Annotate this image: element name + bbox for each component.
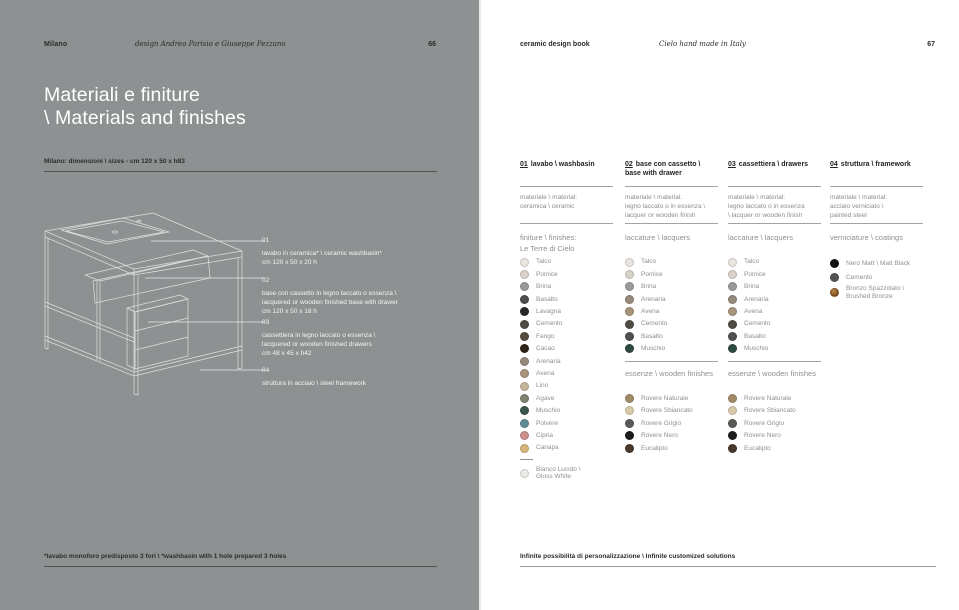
swatch-row xyxy=(728,330,821,342)
left-page-number: 66 xyxy=(428,41,436,48)
annotation-line: lacquered or wooden finished base with drawer xyxy=(262,299,398,306)
color-swatch xyxy=(520,406,529,415)
swatch-row xyxy=(625,281,718,293)
annotation-line: lacquered or wooden finished drawers xyxy=(262,341,372,348)
column-number: 02 xyxy=(625,161,633,168)
swatch-row xyxy=(625,256,718,268)
annotation-line: struttura in acciaio \ steel framework xyxy=(262,380,367,387)
color-swatch xyxy=(520,282,529,291)
material-line: legno laccato o in essenza \ xyxy=(625,203,706,210)
material-info xyxy=(520,187,613,224)
swatch-row xyxy=(520,330,613,342)
finish-column-04 xyxy=(830,160,923,300)
color-swatch xyxy=(520,258,529,267)
drawer-front xyxy=(93,256,210,303)
book-title: ceramic design book xyxy=(520,41,590,48)
material-line: \ lacquer or wooden finish xyxy=(728,212,803,219)
swatch-label: Bianco Lucido \ Gloss White xyxy=(536,465,581,481)
washbasin-technical-drawing xyxy=(35,198,265,413)
swatch-label: Rovere Grigio xyxy=(641,419,682,427)
swatch-label: Pomice xyxy=(744,270,766,278)
left-page xyxy=(0,0,479,610)
swatch-row xyxy=(728,442,821,455)
column-number: 01 xyxy=(520,161,528,168)
swatch-label: Muschio xyxy=(536,407,561,415)
swatch-row xyxy=(625,442,718,455)
swatch-label: Brina xyxy=(536,283,552,291)
color-swatch xyxy=(728,295,737,304)
dimensions-line: Milano: dimensioni \ sizes - cm 120 x 50 x h83 xyxy=(44,158,437,172)
color-swatch xyxy=(520,357,529,366)
color-swatch xyxy=(728,394,737,403)
finish-type-line: laccature \ lacquers xyxy=(728,233,794,242)
basin-inner xyxy=(66,221,164,242)
color-swatch xyxy=(625,406,634,415)
swatch-row xyxy=(728,417,821,430)
color-swatch xyxy=(830,273,839,282)
swatch-row xyxy=(625,293,718,305)
swatch-label: Rovere Grigio xyxy=(744,419,785,427)
color-swatch xyxy=(625,258,634,267)
swatch-label: Muschio xyxy=(744,345,769,353)
column-title: base con cassetto \ base with drawer xyxy=(625,161,701,177)
annotation-line: cm 120 x 50 x 18 h xyxy=(262,308,317,315)
swatch-label: Cemento xyxy=(536,320,563,328)
color-swatch xyxy=(728,270,737,279)
drawer-unit-front xyxy=(135,299,188,369)
color-swatch xyxy=(728,406,737,415)
brand-tagline: Cielo hand made in Italy xyxy=(659,40,746,48)
swatch-label: Rovere Sbiancato xyxy=(744,407,796,415)
swatch-list xyxy=(520,256,613,454)
finish-column-03 xyxy=(728,160,821,455)
swatch-label: Avena xyxy=(641,308,660,315)
drawing-annotation-03 xyxy=(262,318,442,358)
color-swatch xyxy=(520,344,529,353)
color-swatch xyxy=(625,431,634,440)
column-title: struttura \ framework xyxy=(840,161,911,168)
swatch-label: Rovere Nero xyxy=(641,432,678,440)
swatch-label: Agave xyxy=(536,394,555,402)
swatch-row xyxy=(728,318,821,330)
finish-column-02 xyxy=(625,160,718,455)
swatch-label: Cemento xyxy=(846,274,873,281)
swatch-separator xyxy=(520,459,533,460)
swatch-row xyxy=(520,268,613,280)
swatch-row xyxy=(728,268,821,280)
finish-type-label xyxy=(830,224,923,254)
column-header xyxy=(728,160,821,187)
swatch-label: Nero Matt \ Matt Black xyxy=(846,259,911,267)
page-title-line1: Materiali e finiture xyxy=(44,84,200,106)
swatch-label: Bronzo Spazzolato \ Brushed Bronze xyxy=(846,285,905,300)
swatch-row xyxy=(520,442,613,454)
swatch-row xyxy=(520,281,613,293)
basin-drain xyxy=(112,231,117,233)
color-swatch xyxy=(728,282,737,291)
column-number: 03 xyxy=(728,161,736,168)
column-header xyxy=(830,160,923,187)
swatch-row xyxy=(625,392,718,405)
swatch-label: Arenaria xyxy=(744,295,769,303)
color-swatch xyxy=(728,307,737,316)
color-swatch xyxy=(625,344,634,353)
color-swatch xyxy=(520,469,529,478)
annotation-number: 03 xyxy=(262,319,270,326)
swatch-label: Fango xyxy=(536,332,555,340)
annotation-number: 04 xyxy=(262,367,270,374)
swatch-row xyxy=(728,306,821,318)
finish-type-line: laccature \ lacquers xyxy=(625,233,691,242)
column-number: 04 xyxy=(830,161,838,168)
color-swatch xyxy=(728,332,737,341)
countertop-thickness xyxy=(45,231,242,275)
swatch-row xyxy=(520,392,613,404)
swatch-row xyxy=(830,256,923,271)
rail-left-low xyxy=(45,336,134,376)
swatch-row xyxy=(830,271,923,286)
swatch-label: Arenaria xyxy=(641,295,666,303)
swatch-row xyxy=(728,430,821,443)
annotation-number: 01 xyxy=(262,237,270,244)
right-page xyxy=(481,0,959,610)
swatch-label: Talco xyxy=(641,258,657,266)
finish-type-label xyxy=(625,224,718,254)
swatch-label: Basalto xyxy=(536,295,558,303)
swatch-row xyxy=(625,330,718,342)
swatch-row xyxy=(625,430,718,443)
color-swatch xyxy=(728,419,737,428)
drawing-annotation-01 xyxy=(262,236,442,267)
color-swatch xyxy=(728,444,737,453)
customization-footer: Infinite possibilità di personalizzazione \ Infinite customized solutions xyxy=(520,553,936,567)
color-swatch xyxy=(625,320,634,329)
color-swatch xyxy=(520,369,529,378)
color-swatch xyxy=(625,270,634,279)
swatch-row xyxy=(520,368,613,380)
color-swatch xyxy=(728,258,737,267)
wooden-finishes-label: essenze \ wooden finishes xyxy=(728,369,816,379)
swatch-row xyxy=(728,392,821,405)
color-swatch xyxy=(625,394,634,403)
swatch-label: Muschio xyxy=(641,345,666,353)
swatch-label: Rovere Sbiancato xyxy=(641,407,693,415)
swatch-row xyxy=(520,380,613,392)
swatch-list xyxy=(728,256,821,355)
color-swatch xyxy=(625,419,634,428)
swatch-row xyxy=(728,405,821,418)
swatch-label: Rovere Nero xyxy=(744,432,781,440)
swatch-label: Cemento xyxy=(744,320,771,328)
swatch-row xyxy=(625,343,718,355)
column-header xyxy=(625,160,718,187)
finish-type-line: verniciature \ coatings xyxy=(830,233,903,242)
column-header xyxy=(520,160,613,187)
color-swatch xyxy=(830,288,839,297)
color-swatch xyxy=(520,382,529,391)
color-swatch xyxy=(728,344,737,353)
swatch-row xyxy=(625,417,718,430)
color-swatch xyxy=(625,282,634,291)
material-line: acciaio verniciato \ xyxy=(830,203,884,210)
swatch-row xyxy=(520,306,613,318)
leg-front xyxy=(134,275,138,395)
swatch-label: Talco xyxy=(744,258,760,266)
left-brand-label: Milano xyxy=(44,41,68,48)
annotation-line: base con cassetto in legno laccato o essenza \ xyxy=(262,290,397,297)
color-swatch xyxy=(520,419,529,428)
annotation-line: cm 48 x 45 x h42 xyxy=(262,350,312,357)
swatch-row xyxy=(728,256,821,268)
swatch-row xyxy=(625,306,718,318)
material-info xyxy=(728,187,821,224)
swatch-label: Canapa xyxy=(536,444,559,452)
rail-left-mid xyxy=(45,302,134,342)
wooden-swatch-list xyxy=(625,392,718,455)
color-swatch xyxy=(520,394,529,403)
wooden-swatch-list xyxy=(728,392,821,455)
swatch-row xyxy=(520,256,613,268)
color-swatch xyxy=(625,295,634,304)
swatch-label: Rovere Naturale xyxy=(744,394,792,402)
swatch-label: Talco xyxy=(536,258,552,266)
swatch-row xyxy=(728,293,821,305)
wooden-finishes-label: essenze \ wooden finishes xyxy=(625,369,713,379)
swatch-row xyxy=(520,464,613,482)
column-title: cassettiera \ drawers xyxy=(738,161,809,168)
swatch-label: Cacao xyxy=(536,345,555,353)
color-swatch xyxy=(520,320,529,329)
swatch-row xyxy=(520,417,613,429)
swatch-label: Lino xyxy=(536,382,549,390)
swatch-label: Brina xyxy=(744,283,760,291)
swatch-row xyxy=(520,429,613,441)
annotation-line: lavabo in ceramica* \ ceramic washbasin* xyxy=(262,250,382,257)
column-title: lavabo \ washbasin xyxy=(530,161,595,168)
swatch-label: Avena xyxy=(744,308,763,315)
swatch-row xyxy=(520,343,613,355)
annotation-line: cm 120 x 50 x 20 h xyxy=(262,259,317,266)
swatch-list xyxy=(830,256,923,300)
material-line: materiale \ material: xyxy=(830,194,888,201)
swatch-label: Basalto xyxy=(641,332,663,340)
wooden-separator xyxy=(625,361,718,362)
faucet-hole xyxy=(137,220,141,222)
leg-left xyxy=(45,237,48,349)
material-info xyxy=(625,187,718,224)
color-swatch xyxy=(625,307,634,316)
drawer-dividers xyxy=(135,318,188,350)
swatch-row xyxy=(520,355,613,367)
swatch-label: Eucalipto xyxy=(744,444,771,452)
color-swatch xyxy=(520,270,529,279)
annotation-line: cassettiera in legno laccato o essenza \ xyxy=(262,332,376,339)
finish-type-line: Le Terre di Cielo xyxy=(520,244,575,253)
swatch-row xyxy=(520,405,613,417)
material-line: materiale \ material: xyxy=(625,194,683,201)
material-line: ceramica \ ceramic xyxy=(520,203,575,210)
color-swatch xyxy=(728,431,737,440)
material-line: painted steel xyxy=(830,212,867,219)
swatch-row xyxy=(625,405,718,418)
leg-back xyxy=(97,281,100,361)
page-title-line2: \ Materials and finishes xyxy=(44,107,246,129)
material-line: legno laccato o in essenza xyxy=(728,203,805,210)
finish-column-01 xyxy=(520,160,613,482)
finish-type-label xyxy=(728,224,821,254)
right-page-number: 67 xyxy=(927,41,935,48)
page-title xyxy=(44,84,246,130)
swatch-label: Pomice xyxy=(536,270,558,278)
swatch-label: Polvere xyxy=(536,419,559,427)
swatch-row xyxy=(728,343,821,355)
finish-type-line: finiture \ finishes: xyxy=(520,233,577,242)
wooden-separator xyxy=(728,361,821,362)
material-line: lacquer or wooden finish xyxy=(625,212,696,219)
designer-credit: design Andrea Parisio e Giuseppe Pezzano xyxy=(135,40,286,48)
swatch-row xyxy=(728,281,821,293)
color-swatch xyxy=(625,444,634,453)
annotation-number: 02 xyxy=(262,277,270,284)
swatch-label: Cipria xyxy=(536,431,553,439)
swatch-label: Avena xyxy=(536,369,555,377)
finish-type-label xyxy=(520,224,613,254)
swatch-row xyxy=(625,318,718,330)
drawer-unit-top xyxy=(127,295,188,312)
swatch-label: Rovere Naturale xyxy=(641,394,689,402)
footnote: *lavabo monoforo predisposto 3 fori \ *washbasin with 1 hole prepared 3 holes xyxy=(44,553,437,567)
swatch-row xyxy=(520,293,613,305)
swatch-row xyxy=(625,268,718,280)
swatch-list xyxy=(625,256,718,355)
color-swatch xyxy=(520,431,529,440)
leg-right xyxy=(238,257,242,369)
swatch-label: Eucalipto xyxy=(641,444,668,452)
swatch-label: Brina xyxy=(641,283,657,291)
swatch-row xyxy=(830,285,923,300)
swatch-label: Arenaria xyxy=(536,357,561,365)
swatch-list-extra xyxy=(520,464,613,482)
swatch-label: Pomice xyxy=(641,270,663,278)
drawing-annotation-02 xyxy=(262,276,442,316)
drawing-annotation-04 xyxy=(262,366,442,388)
color-swatch xyxy=(520,444,529,453)
swatch-row xyxy=(520,318,613,330)
color-swatch xyxy=(625,332,634,341)
material-line: materiale \ material: xyxy=(520,194,578,201)
swatch-label: Lavagna xyxy=(536,308,561,315)
swatch-label: Basalto xyxy=(744,332,766,340)
color-swatch xyxy=(728,320,737,329)
color-swatch xyxy=(520,295,529,304)
color-swatch xyxy=(520,307,529,316)
material-info xyxy=(830,187,923,224)
swatch-label: Cemento xyxy=(641,320,668,328)
color-swatch xyxy=(520,332,529,341)
material-line: materiale \ material: xyxy=(728,194,786,201)
color-swatch xyxy=(830,259,839,268)
